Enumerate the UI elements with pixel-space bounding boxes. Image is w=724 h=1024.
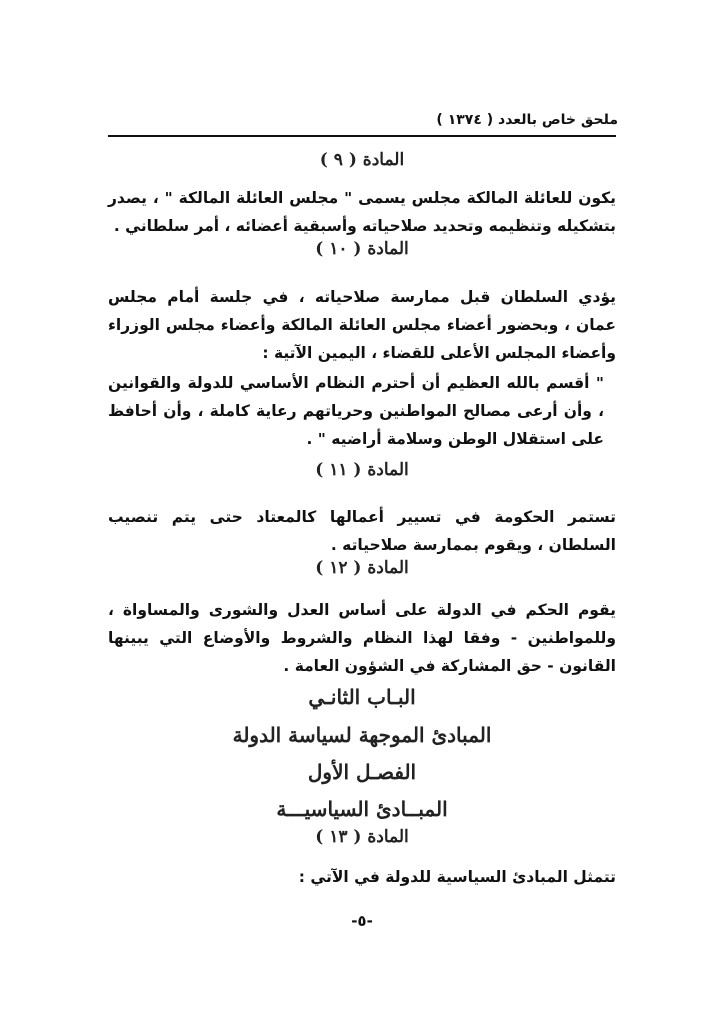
header-rule — [108, 135, 616, 137]
article-13-heading: المادة ( ١٣ ) — [315, 827, 409, 847]
article-9-text: يكون للعائلة المالكة مجلس يسمى " مجلس العائلة المالكة " ، يصدر بتشكيله وتنظيمه وتحديد صلاحياته وأسبقية أعضائه ، أمر سلطاني . — [108, 189, 616, 235]
part-two-title: المبادئ الموجهة لسياسة الدولة — [232, 723, 492, 747]
part-two-heading: البـاب الثانـي — [308, 685, 416, 709]
article-11-text: تستمر الحكومة في تسيير أعمالها كالمعتاد حتى يتم تنصيب السلطان ، ويقوم بممارسة صلاحياته . — [108, 508, 616, 554]
running-header: ملحق خاص بالعدد ( ١٣٧٤ ) — [436, 112, 618, 128]
article-10-text: يؤدي السلطان قبل ممارسة صلاحياته ، في جلسة أمام مجلس عمان ، وبحضور أعضاء مجلس العائلة المالكة وأعضاء مجلس الوزراء وأعضاء المجلس الأعلى للقضاء ، اليمين الآتية : — [108, 288, 616, 362]
article-9-heading: المادة ( ٩ ) — [319, 150, 405, 170]
chapter-one-heading: الفصـل الأول — [307, 760, 417, 784]
article-12-text: يقوم الحكم في الدولة على أساس العدل والشورى والمساواة ، وللمواطنين - وفقا لهذا النظام والشروط والأوضاع التي يبينها القانون - حق المشاركة في الشؤون العامة . — [108, 601, 616, 675]
article-12-heading: المادة ( ١٢ ) — [315, 558, 409, 578]
page-number: -٥- — [351, 912, 373, 930]
article-11-heading: المادة ( ١١ ) — [315, 460, 409, 480]
article-10-heading: المادة ( ١٠ ) — [315, 239, 409, 259]
chapter-one-title: المبــادئ السياسيـــة — [276, 797, 448, 821]
article-13-text: تتمثل المبادئ السياسية للدولة في الآتي : — [298, 868, 616, 886]
article-10-oath: " أقسم بالله العظيم أن أحترم النظام الأساسي للدولة والقوانين ، وأن أرعى مصالح المواطنين وحرياتهم رعاية كاملة ، وأن أحافظ على استقلال الوطن وسلامة أراضيه " . — [108, 374, 604, 448]
